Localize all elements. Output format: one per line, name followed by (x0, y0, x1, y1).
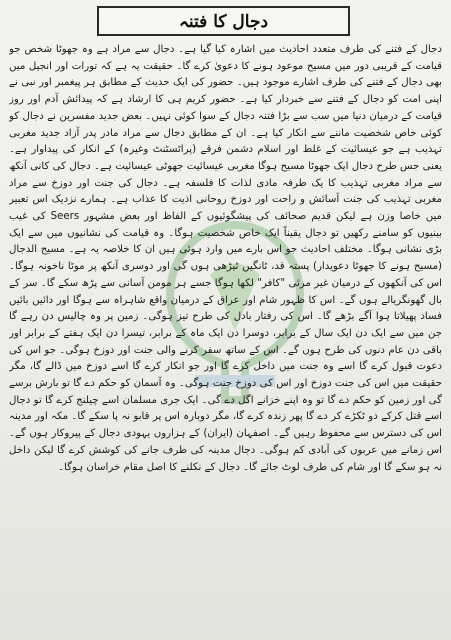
article-paragraph: دجال کے فتنے کی طرف متعدد احادیث میں اشارہ کیا گیا ہے۔ دجال سے مراد ہے وہ جھوٹا شخص جو قیامت کے قریبی دور میں مسیح موعود ہونے کا دعویٰ کرے گا۔ حقیقت یہ ہے کہ تورات اور انجیل میں بھی دجال کے فتنے کی طرف اشارے موجود ہیں۔ حضور کی ایک حدیث کے مطابق ہر پیغمبر اور نبی نے اپنی امت کو دجال کے فتنے سے خبردار کیا ہے۔ حضور کریم ہی کا ارشاد ہے کہ پیدائش آدم اور روز قیامت کے درمیان دنیا میں سب سے بڑا فتنہ دجال کے سوا کوئی نہیں۔ بعض جدید مفسرین نے دجال کو کوئی خاص شخصیت ماننے سے انکار کیا ہے۔ ان کے مطابق دجال سے مراد مادر پدر آزاد جدید مغربی تہذیب ہے جو عیسائیت کے غلط اور اسلام دشمن فرقے (پراٹسٹنٹ وغیرہ) کے انکار کی پیداوار ہے۔ یعنی جس طرح دجال ایک جھوٹا مسیح ہوگا مغربی عیسائیت جھوٹی عیسائیت ہے۔ دجال کی کانی آنکھ سے مراد مغربی تہذیب کا یک طرفہ مادی لذات کا فلسفہ ہے۔ دجال کی جنت اور دوزخ سے مراد مغربی تہذیب کی جنت آسائش و راحت اور دوزخ روحانی اذیت کا عذاب ہے۔ ہمارے نزدیک اس تعبیر میں خاصا وزن ہے لیکن قدیم صحائف کی پیشگوئیوں کے الفاظ اور بعض مشہور Seers کی غیب بینیوں کو سامنے رکھیں تو دجال یقیناً ایک خاص شخصیت ہوگا۔ وہ قیامت کی نشانیوں میں سے ایک بڑی نشانی ہوگا۔ مختلف احادیث جو اس بارے میں وارد ہوئی ہیں ان کا خلاصہ یہ ہے۔ مسیح الدجال (مسیح ہونے کا جھوٹا دعویدار) پستہ قد، ٹانگیں ٹیڑھی ہوں گی اور دوسری آنکھ پر موٹا ناخونہ ہوگا۔ اس کی آنکھوں کے درمیان غیر مرئی "کافر" لکھا ہوگا جسے ہر مومن آسانی سے پڑھ سکے گا۔ سر کے بال گھونگریالے ہوں گے۔ اس کا ظہور شام اور عراق کے درمیان واقع شاہراہ سے ہوگا اور دائیں بائیں فساد پھیلاتا ہوا آگے بڑھے گا۔ اس کی رفتار بادل کی طرح تیز ہوگی۔ زمین پر وہ چالیس دن رہے گا جن میں سے ایک دن ایک سال کے برابر، دوسرا دن ایک ماہ کے برابر، تیسرا دن ایک ہفتے کے برابر اور باقی دن عام دنوں کی طرح ہوں گے۔ اس کے ساتھ سفر کرنے والی جنت اور دوزخ ہوگی۔ جو اس کی دعوت قبول کرے گا اسے وہ جنت میں داخل کرے گا اور جو انکار کرے گا اسے دوزخ میں ڈالے گا، مگر حقیقت میں اس کی جنت دوزخ اور اس کی دوزخ جنت ہوگی۔ وہ آسمان کو حکم دے گا تو بارش برسے گی اور زمین کو حکم دے گا تو وہ اپنے خزانے اگل دے گی۔ ایک جری مسلمان اسے چیلنج کرے گا تو دجال اسے قتل کرکے دو ٹکڑے کر دے گا پھر زندہ کرے گا، مگر دوبارہ اس پر قابو نہ پا سکے گا۔ مکہ اور مدینہ اس کی دسترس سے محفوظ رہیں گے۔ اصفہان (ایران) کے ہزاروں یہودی دجال کے پیروکار ہوں گے۔ اس زمانے میں عربوں کی آبادی کم ہوگی۔ دجال مدینہ کی طرف جانے کی کوشش کرے گا لیکن داخل نہ ہو سکے گا اور شام کی طرف لوٹ جائے گا۔ دجال کے نکلنے کا اصل مقام خراسان ہوگا۔ (9, 44, 442, 473)
article-title: دجال کا فتنہ (97, 6, 350, 36)
article-body (9, 42, 442, 638)
